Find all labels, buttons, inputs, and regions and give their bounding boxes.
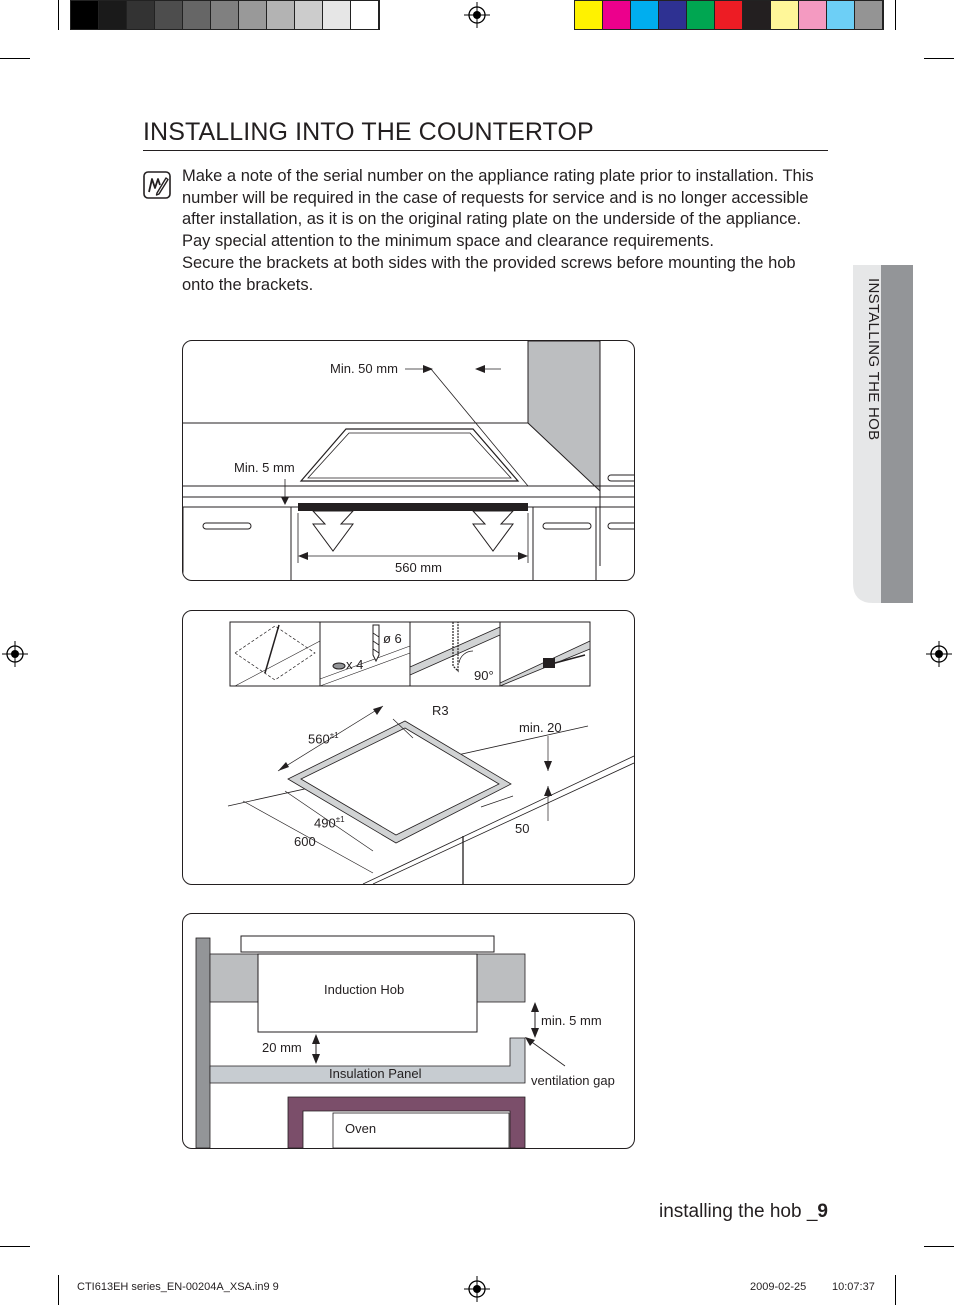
label-min-20: min. 20 [519,720,562,735]
crop-mark [58,0,59,30]
label-angle-90: 90° [474,668,494,683]
label-min-5mm: Min. 5 mm [234,460,295,475]
label-r3: R3 [432,703,449,718]
section-drawing [183,914,634,1148]
color-swatch [575,1,603,29]
crop-mark [924,1246,954,1247]
page-title: INSTALLING INTO THE COUNTERTOP [143,118,594,146]
slug-date: 2009-02-25 [750,1281,807,1293]
process-color-bar [574,0,884,30]
color-swatch [631,1,659,29]
note-paragraph: Make a note of the serial number on the appliance rating plate prior to installation. This number will be required in the case of requests for service and is no longer accessible after installation, as it is on the original rating plate on the underside of the appliance. [182,167,814,229]
color-swatch [687,1,715,29]
cutout-drawing [183,611,634,884]
figure-clearance-diagram [182,340,635,581]
side-tab-label: INSTALLING THE HOB [865,278,882,441]
label-600: 600 [294,834,316,849]
label-insulation-panel: Insulation Panel [329,1066,422,1081]
note-pencil-icon [143,171,171,199]
color-swatch [71,1,99,29]
page-number: 9 [817,1201,828,1222]
slug-time: 10:07:37 [832,1281,875,1293]
note-paragraph: Secure the brackets at both sides with the provided screws before mounting the hob onto the brackets. [182,253,796,294]
crop-mark [0,58,30,59]
label-min-50mm: Min. 50 mm [330,361,398,376]
color-swatch [855,1,883,29]
color-swatch [743,1,771,29]
page-footer [659,1201,828,1223]
color-swatch [183,1,211,29]
color-swatch [323,1,351,29]
color-swatch [659,1,687,29]
slug-filename: CTI613EH series_EN-00204A_XSA.in9 9 [77,1281,279,1293]
tolerance-490: ±1 [335,815,345,824]
label-induction-hob: Induction Hob [324,982,405,997]
tolerance-560: ±1 [329,731,339,740]
label-560 [308,731,339,746]
grayscale-color-bar [70,0,380,30]
figure-installation-section [182,913,635,1149]
color-swatch [267,1,295,29]
label-ventilation-gap: ventilation gap [531,1073,615,1088]
note-text [182,166,822,296]
label-50: 50 [515,821,530,836]
label-qty-4: x 4 [346,657,364,672]
color-swatch [127,1,155,29]
label-560mm: 560 mm [395,560,442,575]
value-560: 560 [308,731,330,747]
label-490 [314,815,345,830]
footer-label: installing the hob _ [658,1201,818,1222]
color-swatch [295,1,323,29]
label-drill-6: ø 6 [383,631,402,646]
value-490: 490 [314,815,336,831]
crop-mark [924,58,954,59]
crop-mark [58,1275,59,1305]
color-swatch [799,1,827,29]
title-rule [143,150,828,151]
color-swatch [603,1,631,29]
color-swatch [99,1,127,29]
color-swatch [211,1,239,29]
figure-cutout-diagram [182,610,635,885]
color-swatch [351,1,379,29]
crop-mark [895,0,896,30]
registration-mark-top [464,2,490,28]
label-min-5mm: min. 5 mm [541,1013,602,1028]
label-20mm: 20 mm [262,1040,302,1055]
color-swatch [827,1,855,29]
color-swatch [715,1,743,29]
registration-mark-bottom [464,1276,490,1302]
registration-mark-right [926,641,952,667]
label-oven: Oven [345,1121,377,1136]
note-paragraph: Pay special attention to the minimum space and clearance requirements. [182,232,714,251]
color-swatch [239,1,267,29]
crop-mark [895,1275,896,1305]
registration-mark-left [2,641,28,667]
color-swatch [155,1,183,29]
color-swatch [771,1,799,29]
crop-mark [0,1246,30,1247]
